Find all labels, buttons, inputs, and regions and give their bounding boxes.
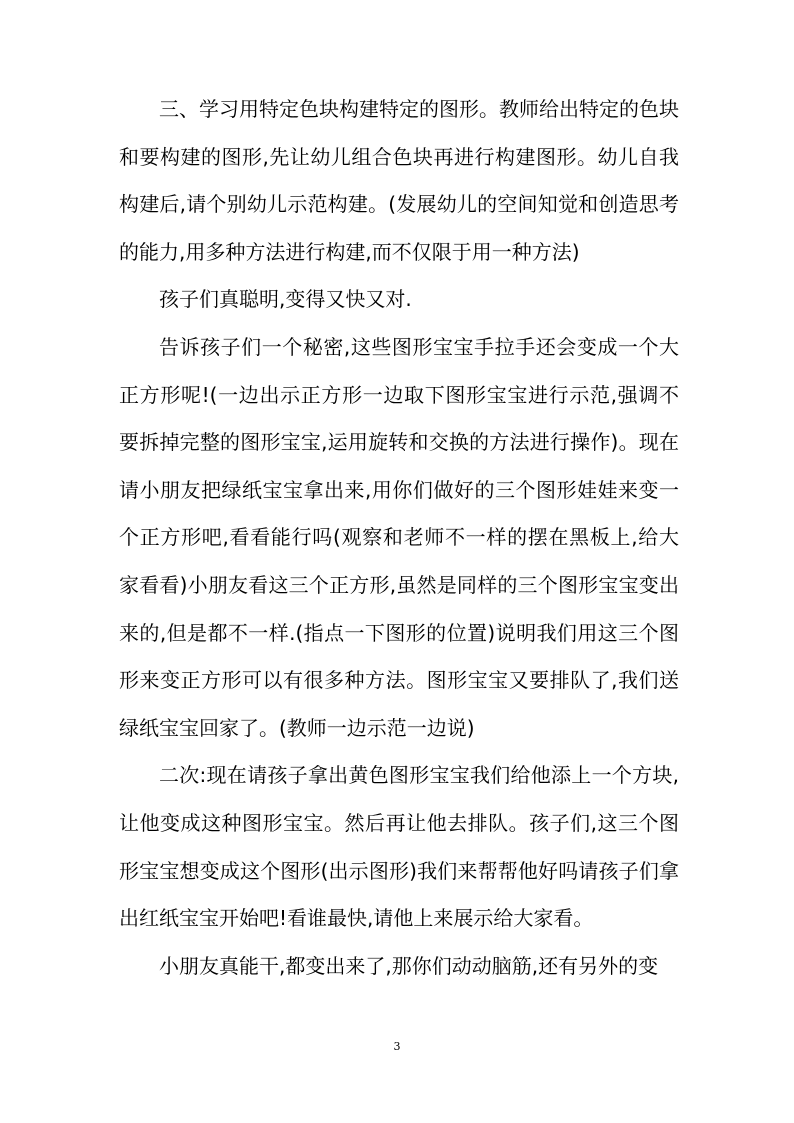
document-body <box>119 86 679 990</box>
paragraph-square-secret: 告诉孩子们一个秘密,这些图形宝宝手拉手还会变成一个大正方形呢!(一边出示正方形一边取下图形宝宝进行示范,强调不要拆掉完整的图形宝宝,运用旋转和交换的方法进行操作)。现在请小朋友把绿纸宝宝拿出来,用你们做好的三个图形娃娃来变一个正方形吧,看看能行吗(观察和老师不一样的摆在黑板上,给大家看看)小朋友看这三个正方形,虽然是同样的三个图形宝宝变出来的,但是都不一样.(指点一下图形的位置)说明我们用这三个图形来变正方形可以有很多种方法。图形宝宝又要排队了,我们送绿纸宝宝回家了。(教师一边示范一边说) <box>119 334 679 740</box>
paragraph-continuation: 小朋友真能干,都变出来了,那你们动动脑筋,还有另外的变 <box>159 953 659 978</box>
page-number: 3 <box>393 1040 401 1053</box>
paragraph-praise: 孩子们真聪明,变得又快又对. <box>159 287 412 312</box>
paragraph-second-round: 二次:现在请孩子拿出黄色图形宝宝我们给他添上一个方块,让他变成这种图形宝宝。然后再让他去排队。孩子们,这三个图形宝宝想变成这个图形(出示图形)我们来帮帮他好吗请孩子们拿出红纸宝宝开始吧!看谁最快,请他上来展示给大家看。 <box>119 763 679 931</box>
paragraph-construct-shapes: 三、学习用特定色块构建特定的图形。教师给出特定的色块和要构建的图形,先让幼儿组合色块再进行构建图形。幼儿自我构建后,请个别幼儿示范构建。(发展幼儿的空间知觉和创造思考的能力,用多种方法进行构建,而不仅限于用一种方法) <box>119 97 679 264</box>
